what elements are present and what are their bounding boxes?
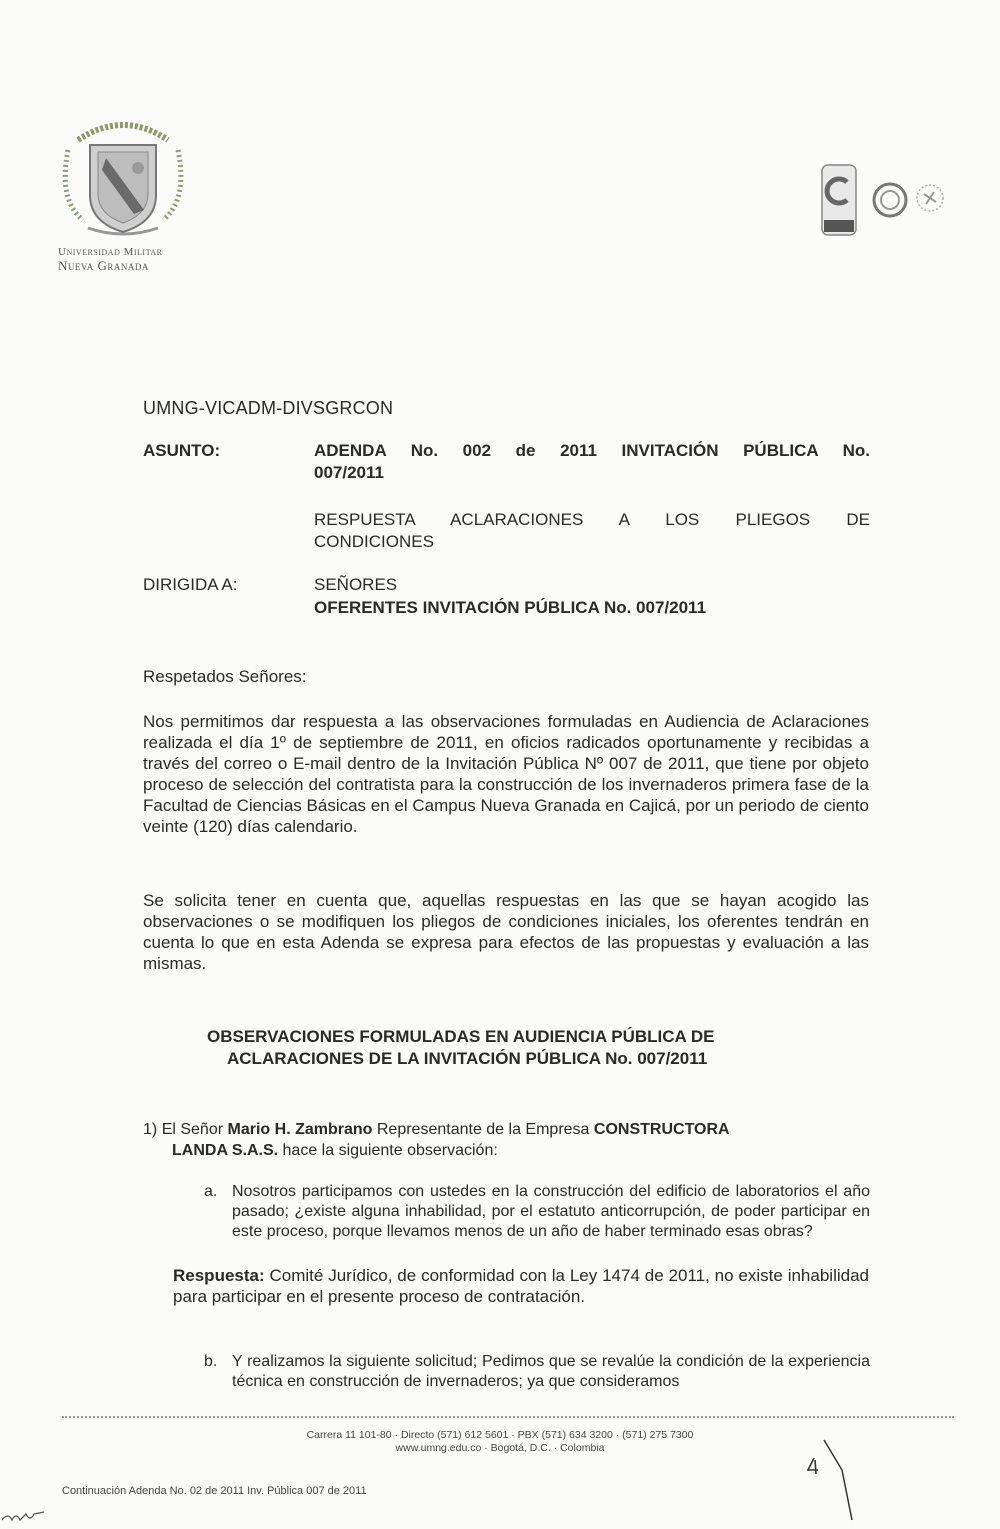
item-text-b: Representante de la Empresa <box>376 1121 590 1138</box>
sub-item-b-text: Y realizamos la siguiente solicitud; Pedimos que se revalúe la condición de la experiencia técnica en construcción de invernaderos; ya que consideramos <box>232 1353 870 1390</box>
footer-line-2: www.umng.edu.co · Bogotá, D.C. · Colombia <box>395 1442 605 1454</box>
paragraph-note: Se solicita tener en cuenta que, aquellas respuestas en las que se hayan acogido las observaciones o se modifiquen los pliegos de condiciones iniciales, los oferentes tendrán en cuenta lo que en esta Adenda se expresa para efectos de las propuestas y evaluación a las mismas. <box>143 891 869 973</box>
logo-line-2: Nueva Granada <box>58 258 149 273</box>
observation-item-1 <box>143 1120 869 1140</box>
item-number: 1) <box>143 1121 158 1138</box>
dirigida-line-2: OFERENTES INVITACIÓN PÚBLICA No. 007/2011 <box>314 598 707 617</box>
dirigida-line-1: SEÑORES <box>314 575 398 594</box>
certification-seal-icon <box>812 160 952 250</box>
handwritten-scribble-icon <box>0 1508 60 1526</box>
sub-item-a-letter: a. <box>204 1183 218 1200</box>
document-reference: UMNG-VICADM-DIVSGRCON <box>143 398 394 418</box>
section-title-line-1: OBSERVACIONES FORMULADAS EN AUDIENCIA PÚBLICA DE <box>207 1027 715 1046</box>
dirigida-label: DIRIGIDA A: <box>143 575 238 594</box>
respuesta-label: Respuesta: <box>173 1266 265 1285</box>
logo-line-1: Universidad Militar <box>58 246 163 258</box>
item-text-a: El Señor <box>161 1121 224 1138</box>
sub-item-b-letter: b. <box>204 1353 218 1370</box>
asunto-line-1: ADENDA No. 002 de 2011 INVITACIÓN PÚBLICA No. <box>314 441 870 460</box>
respuesta-a <box>173 1265 869 1307</box>
asunto-label: ASUNTO: <box>143 441 221 460</box>
footer-line-1: Carrera 11 101-80 · Directo (571) 612 5601 · PBX (571) 634 3200 · (571) 275 7300 <box>306 1429 694 1441</box>
asunto-line-2: 007/2011 <box>314 463 384 482</box>
asunto-line-3: RESPUESTA ACLARACIONES A LOS PLIEGOS DE <box>314 510 870 529</box>
footer-divider <box>62 1416 954 1418</box>
handwritten-mark-icon <box>800 1430 860 1525</box>
observation-item-1-cont <box>172 1141 498 1161</box>
item-text-c: hace la siguiente observación: <box>282 1142 498 1159</box>
salutation: Respetados Señores: <box>143 667 307 686</box>
shield-crest-icon <box>58 110 188 245</box>
company-name-2: LANDA S.A.S. <box>172 1142 279 1159</box>
sub-item-a-text: Nosotros participamos con ustedes en la construcción del edificio de laboratorios el año pasado; ¿existe alguna inhabilidad, por el estatuto anticorrupción, de poder participar en este proceso, porque llevamos menos de un año de haber terminado esas obras? <box>232 1183 870 1240</box>
paragraph-intro: Nos permitimos dar respuesta a las observaciones formuladas en Audiencia de Aclaraciones realizada el día 1º de septiembre de 2011, en oficios radicados oportunamente y recibidas a través del correo o E-mail dentro de la Invitación Pública Nº 007 de 2011, que tiene por objeto proceso de selección del contratista para la construcción de los invernaderos primera fase de la Facultad de Ciencias Básicas en el Campus Nueva Granada en Cajicá, por un periodo de ciento veinte (120) días calendario. <box>143 712 869 836</box>
certification-marks <box>812 160 952 250</box>
respuesta-text: Comité Jurídico, de conformidad con la Ley 1474 de 2011, no existe inhabilidad para participar en el presente proceso de contratación. <box>173 1266 869 1306</box>
continuation-note: Continuación Adenda No. 02 de 2011 Inv. Pública 007 de 2011 <box>62 1485 367 1497</box>
section-title-line-2: ACLARACIONES DE LA INVITACIÓN PÚBLICA No. 007/2011 <box>227 1049 708 1068</box>
company-name-1: CONSTRUCTORA <box>593 1121 730 1138</box>
observer-name: Mario H. Zambrano <box>227 1121 373 1138</box>
asunto-line-4: CONDICIONES <box>314 532 434 551</box>
university-logo <box>58 110 198 273</box>
